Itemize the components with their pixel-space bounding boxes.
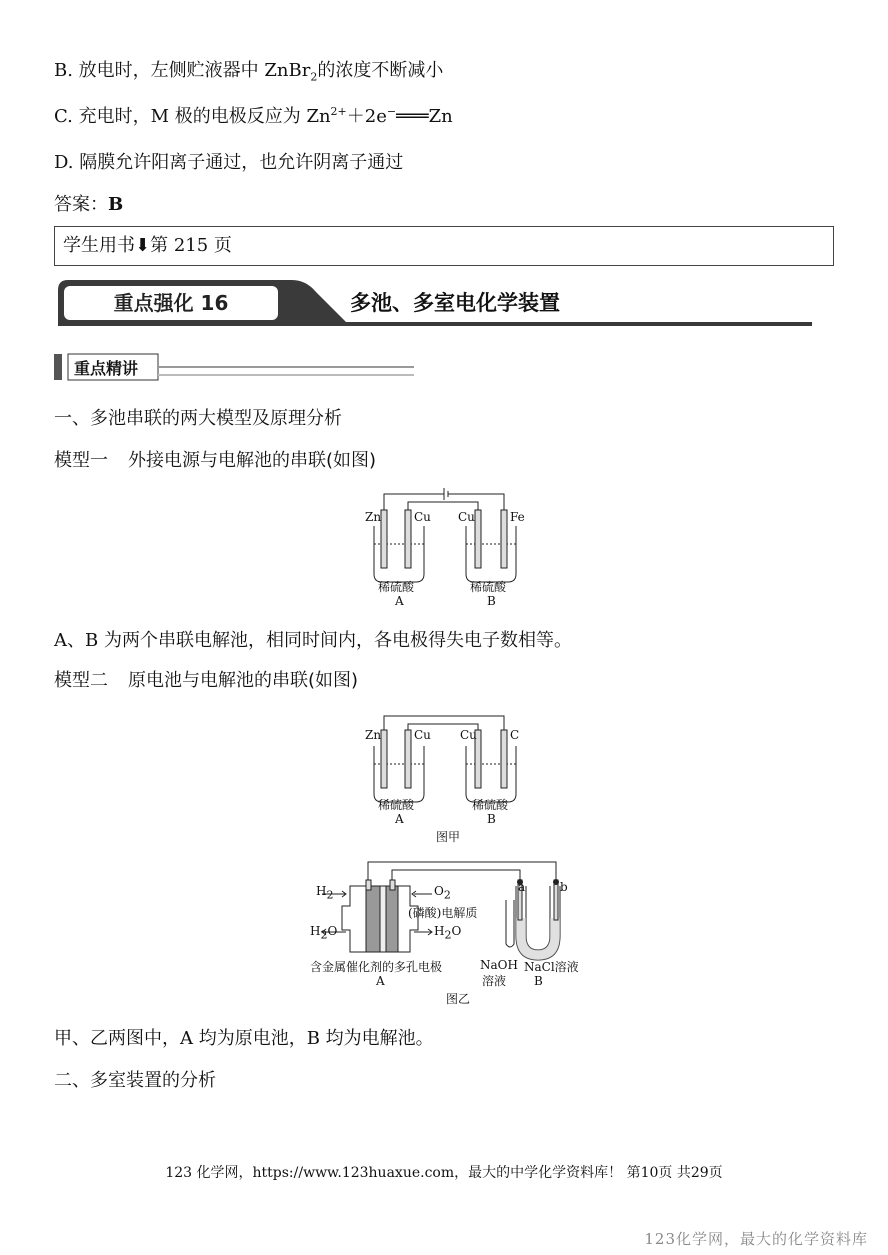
fig3-h2o-right — [434, 924, 461, 941]
fig2-cell-b: B — [487, 812, 496, 826]
fig1-electrode-fe: Fe — [510, 510, 525, 524]
fig3-h2-label — [316, 884, 333, 901]
fig3-h2o-left-h: H — [310, 924, 321, 938]
model1-text: 外接电源与电解池的串联(如图) — [128, 450, 377, 471]
figure-1 — [360, 482, 540, 612]
fig1-electrode-cu1: Cu — [414, 510, 431, 524]
model2-text: 原电池与电解池的串联(如图) — [128, 670, 359, 691]
fig1-solution-b: 稀硫酸 — [470, 580, 507, 594]
fig2-solution-a: 稀硫酸 — [378, 798, 415, 812]
down-arrow-icon: ⬇ — [135, 235, 151, 256]
figure-2-diagram — [360, 706, 540, 836]
fig3-o2-text: O — [434, 884, 444, 898]
section1-title: 一、多池串联的两大模型及原理分析 — [54, 408, 342, 429]
fig3-h2o-left — [310, 924, 337, 941]
option-c-mid: ＋2e — [346, 106, 387, 127]
option-b-text: B. 放电时，左侧贮液器中 ZnBr — [54, 60, 311, 81]
fig2-electrode-zn: Zn — [365, 728, 382, 742]
fig3-cell-b: B — [534, 974, 543, 988]
watermark: 123化学网，最大的化学资料库 — [644, 1230, 868, 1248]
option-c-text: C. 充电时，M 极的电极反应为 Zn — [54, 106, 331, 127]
option-c-sup1: 2+ — [330, 105, 347, 118]
reference-text: 学生用书 — [63, 235, 135, 256]
section2-title: 二、多室装置的分析 — [54, 1070, 216, 1091]
fig3-nacl: NaCl溶液 — [524, 960, 579, 974]
option-c — [54, 102, 453, 128]
fig3-electrode-desc: 含金属催化剂的多孔电极 — [310, 960, 443, 974]
fig1-solution-a: 稀硫酸 — [378, 580, 415, 594]
fig3-o2-label — [434, 884, 451, 901]
fig3-h2o-right-sub: 2 — [444, 928, 452, 942]
model1-note: A、B 为两个串联电解池，相同时间内，各电极得失电子数相等。 — [54, 630, 572, 651]
section-banner — [54, 278, 814, 330]
fig1-electrode-zn: Zn — [365, 510, 382, 524]
fig2-electrode-cu1: Cu — [414, 728, 431, 742]
model2-label: 模型二 — [54, 670, 108, 691]
fig3-b: b — [560, 880, 568, 894]
model2-line — [54, 666, 358, 692]
option-d: D. 隔膜允许阳离子通过，也允许阴离子通过 — [54, 152, 404, 173]
subheading-text: 重点精讲 — [74, 359, 139, 378]
fig3-h2-text: H — [316, 884, 327, 898]
fig3-naoh: NaOH — [480, 958, 518, 972]
banner-badge: 重点强化 16 — [113, 291, 229, 315]
page-footer: 123 化学网，https://www.123huaxue.com，最大的中学化学资料库！ 第10页 共29页 — [165, 1165, 723, 1181]
answer — [54, 190, 123, 216]
fig3-caption: 图乙 — [446, 992, 471, 1006]
subheading-box — [54, 352, 414, 382]
fig3-o2-sub: 2 — [443, 888, 451, 902]
fig3-h2o-left-sub: 2 — [320, 928, 328, 942]
option-c-suffix: ═══Zn — [396, 106, 453, 127]
model2-note: 甲、乙两图中，A 均为原电池，B 均为电解池。 — [54, 1028, 434, 1049]
option-b — [54, 56, 443, 84]
fig3-h2o-right-h: H — [434, 924, 445, 938]
fig2-electrode-cu2: Cu — [460, 728, 477, 742]
banner-title: 多池、多室电化学装置 — [350, 290, 560, 315]
answer-value: B — [108, 194, 124, 215]
fig3-h2o-left-o: O — [327, 924, 338, 938]
fig3-h2o-right-o: O — [451, 924, 462, 938]
option-b-suffix: 的浓度不断减小 — [317, 60, 444, 81]
option-c-sup2: − — [386, 105, 397, 118]
fig3-a: a — [518, 880, 526, 894]
model1-label: 模型一 — [54, 450, 108, 471]
fig3-cell-a: A — [376, 974, 385, 988]
fig3-naoh-2: 溶液 — [482, 974, 507, 988]
fig1-electrode-cu2: Cu — [458, 510, 475, 524]
fig3-h2-sub: 2 — [326, 888, 334, 902]
fig3-electrolyte: (磷酸)电解质 — [408, 906, 478, 920]
fig2-solution-b: 稀硫酸 — [472, 798, 509, 812]
fig1-cell-b: B — [487, 594, 496, 608]
option-b-sub: 2 — [310, 70, 318, 84]
model1-line — [54, 446, 376, 472]
figure-3 — [310, 856, 590, 1006]
reference-page: 第 215 页 — [150, 235, 232, 256]
fig2-electrode-c: C — [510, 728, 520, 742]
answer-label: 答案： — [54, 194, 108, 215]
fig2-cell-a: A — [395, 812, 404, 826]
figure-2 — [360, 706, 540, 848]
reference-box — [54, 226, 834, 266]
fig2-caption: 图甲 — [436, 830, 461, 844]
fig1-cell-a: A — [395, 594, 404, 608]
